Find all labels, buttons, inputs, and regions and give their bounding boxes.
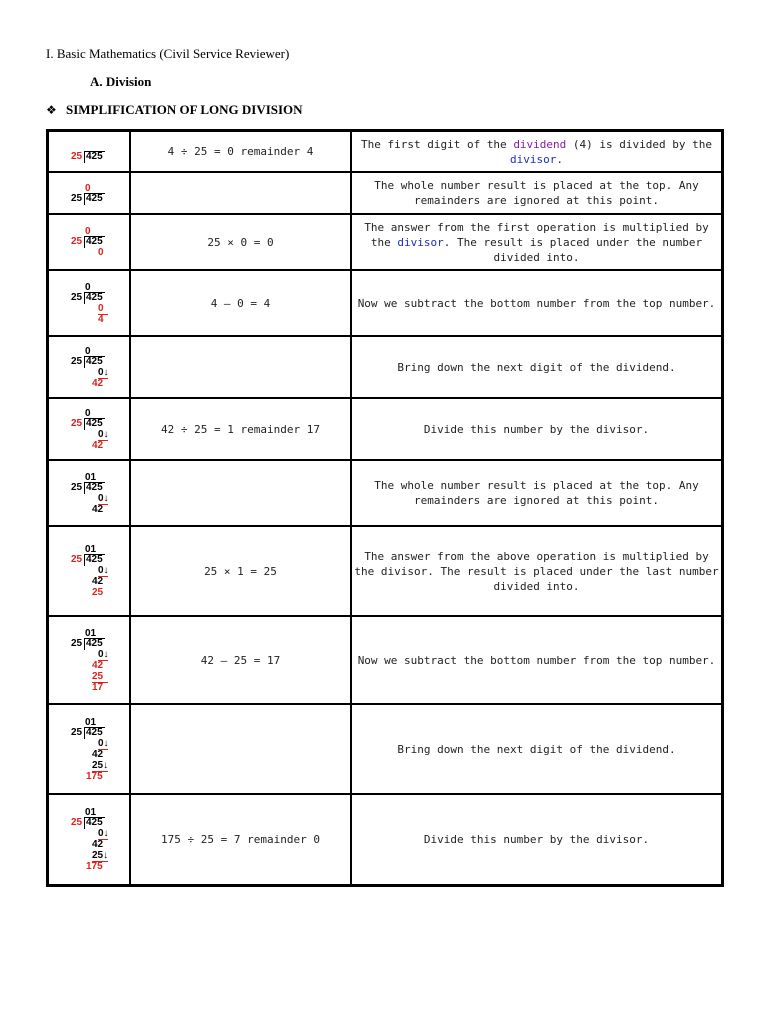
explanation-text: Now we subtract the bottom number from the top number. xyxy=(357,296,716,310)
work-line: 25↓ xyxy=(92,850,109,861)
work-line: 175 xyxy=(86,771,103,782)
dividend: 425 xyxy=(86,151,103,162)
operation-cell: 175 ÷ 25 = 7 remainder 0 xyxy=(130,794,351,885)
table-row xyxy=(48,794,722,885)
table-row xyxy=(48,398,722,460)
section-subtitle: A. Division xyxy=(90,74,152,89)
work-line: 42 xyxy=(92,378,104,389)
dividend: 425 xyxy=(86,356,103,367)
work-line: 4 xyxy=(98,314,104,325)
work-line: 0↓ xyxy=(98,565,109,576)
table-row xyxy=(48,214,722,270)
divisor: 25 xyxy=(71,418,83,429)
term-divisor: divisor xyxy=(397,235,444,249)
operation-cell: 25 × 0 = 0 xyxy=(130,214,351,270)
quotient: 0 xyxy=(85,183,91,194)
table-row xyxy=(48,616,722,704)
work-line: 42 xyxy=(92,440,104,451)
division-work-cell xyxy=(48,616,130,704)
explanation-text: Divide this number by the divisor. xyxy=(423,422,650,436)
explanation-cell xyxy=(351,460,722,526)
work-line: 42 xyxy=(92,839,104,850)
table-row xyxy=(48,270,722,336)
operation-cell xyxy=(130,704,351,794)
explanation-text: Divide this number by the divisor. xyxy=(423,833,650,846)
table-row xyxy=(48,526,722,616)
explanation-cell xyxy=(351,172,722,214)
work-line: 42 xyxy=(92,660,104,671)
division-work-cell xyxy=(48,336,130,398)
work-line: 0↓ xyxy=(98,649,109,660)
explanation-text: The answer from the above operation is multiplied by the divisor. The result is placed under the last number divided into. xyxy=(354,549,719,593)
operation-cell xyxy=(130,336,351,398)
dividend: 425 xyxy=(86,292,103,303)
operation-cell xyxy=(130,460,351,526)
quotient: 0 xyxy=(85,346,91,357)
work-line: 42 xyxy=(92,749,104,760)
divisor: 25 xyxy=(71,817,83,828)
divisor: 25 xyxy=(71,236,83,247)
term-divisor: divisor xyxy=(510,152,557,166)
divisor: 25 xyxy=(71,638,83,649)
operation-cell: 42 ÷ 25 = 1 remainder 17 xyxy=(130,398,351,460)
operation-cell: 4 ÷ 25 = 0 remainder 4 xyxy=(130,131,351,172)
work-line: 0 xyxy=(98,247,104,258)
explanation-text: . xyxy=(556,152,563,166)
explanation-text: The first digit of the xyxy=(360,137,514,151)
quotient: 01 xyxy=(85,717,97,728)
term-dividend: dividend xyxy=(513,137,567,151)
dividend: 425 xyxy=(86,418,103,429)
quotient: 01 xyxy=(85,807,97,818)
document-title: I. Basic Mathematics (Civil Service Reviewer) xyxy=(46,46,290,61)
explanation-text: Bring down the next digit of the dividend. xyxy=(397,360,676,374)
division-work-cell xyxy=(48,214,130,270)
explanation-text: Bring down the next digit of the dividend. xyxy=(397,742,676,756)
work-line: 42 xyxy=(92,576,104,587)
table-row xyxy=(48,704,722,794)
division-work-cell xyxy=(48,704,130,794)
quotient: 0 xyxy=(85,408,91,419)
dividend: 425 xyxy=(86,193,103,204)
explanation-cell xyxy=(351,131,722,172)
explanation-text: Now we subtract the bottom number from the top number. xyxy=(357,653,716,667)
dividend: 425 xyxy=(86,817,103,828)
work-line: 175 xyxy=(86,861,103,872)
divisor: 25 xyxy=(71,292,83,303)
work-line: 0↓ xyxy=(98,738,109,749)
divisor: 25 xyxy=(71,151,83,162)
work-line: 17 xyxy=(92,682,104,693)
division-work-cell xyxy=(48,460,130,526)
explanation-cell xyxy=(351,398,722,460)
table-row xyxy=(48,460,722,526)
quotient: 01 xyxy=(85,472,97,483)
operation-cell xyxy=(130,172,351,214)
work-line: 0 xyxy=(98,303,104,314)
work-line: 0↓ xyxy=(98,828,109,839)
division-work-cell xyxy=(48,526,130,616)
division-work-cell xyxy=(48,794,130,885)
explanation-text: The whole number result is placed at the top. Any remainders are ignored at this point. xyxy=(374,179,699,207)
dividend: 425 xyxy=(86,727,103,738)
division-work-cell xyxy=(48,270,130,336)
explanation-cell xyxy=(351,794,722,885)
explanation-cell xyxy=(351,616,722,704)
work-line: 25 xyxy=(92,671,104,682)
quotient: 01 xyxy=(85,628,97,639)
dividend: 425 xyxy=(86,638,103,649)
quotient: 0 xyxy=(85,226,91,237)
divisor: 25 xyxy=(71,356,83,367)
operation-cell: 4 – 0 = 4 xyxy=(130,270,351,336)
table-row xyxy=(48,336,722,398)
dividend: 425 xyxy=(86,554,103,565)
dividend: 425 xyxy=(86,482,103,493)
quotient: 0 xyxy=(85,282,91,293)
table-row xyxy=(48,172,722,214)
explanation-cell xyxy=(351,214,722,270)
explanation-cell xyxy=(351,336,722,398)
explanation-cell xyxy=(351,526,722,616)
work-line: 0↓ xyxy=(98,367,109,378)
diamond-bullet-icon: ❖ xyxy=(46,103,57,117)
operation-cell: 42 – 25 = 17 xyxy=(130,616,351,704)
divisor: 25 xyxy=(71,482,83,493)
explanation-text: (4) is divided by the xyxy=(566,137,712,151)
explanation-text: The whole number result is placed at the top. Any remainders are ignored at this point. xyxy=(374,479,699,507)
divisor: 25 xyxy=(71,193,83,204)
divisor: 25 xyxy=(71,554,83,565)
explanation-cell xyxy=(351,704,722,794)
division-work-cell xyxy=(48,172,130,214)
work-line: 0↓ xyxy=(98,493,109,504)
work-line: 25↓ xyxy=(92,760,109,771)
table-row xyxy=(48,131,722,172)
quotient: 01 xyxy=(85,544,97,555)
section-heading-text: SIMPLIFICATION OF LONG DIVISION xyxy=(66,102,303,117)
explanation-cell xyxy=(351,270,722,336)
division-work-cell xyxy=(48,398,130,460)
operation-cell: 25 × 1 = 25 xyxy=(130,526,351,616)
dividend: 425 xyxy=(86,236,103,247)
work-line: 25 xyxy=(92,587,104,598)
division-work-cell xyxy=(48,131,130,172)
work-line: 0↓ xyxy=(98,429,109,440)
explanation-text: . The result is placed under the number divided into. xyxy=(443,235,703,264)
explanation-text: The answer from the first operation is multiplied by the xyxy=(364,220,709,249)
work-line: 42 xyxy=(92,504,104,515)
section-heading xyxy=(46,102,303,118)
divisor: 25 xyxy=(71,727,83,738)
long-division-table xyxy=(46,129,724,887)
